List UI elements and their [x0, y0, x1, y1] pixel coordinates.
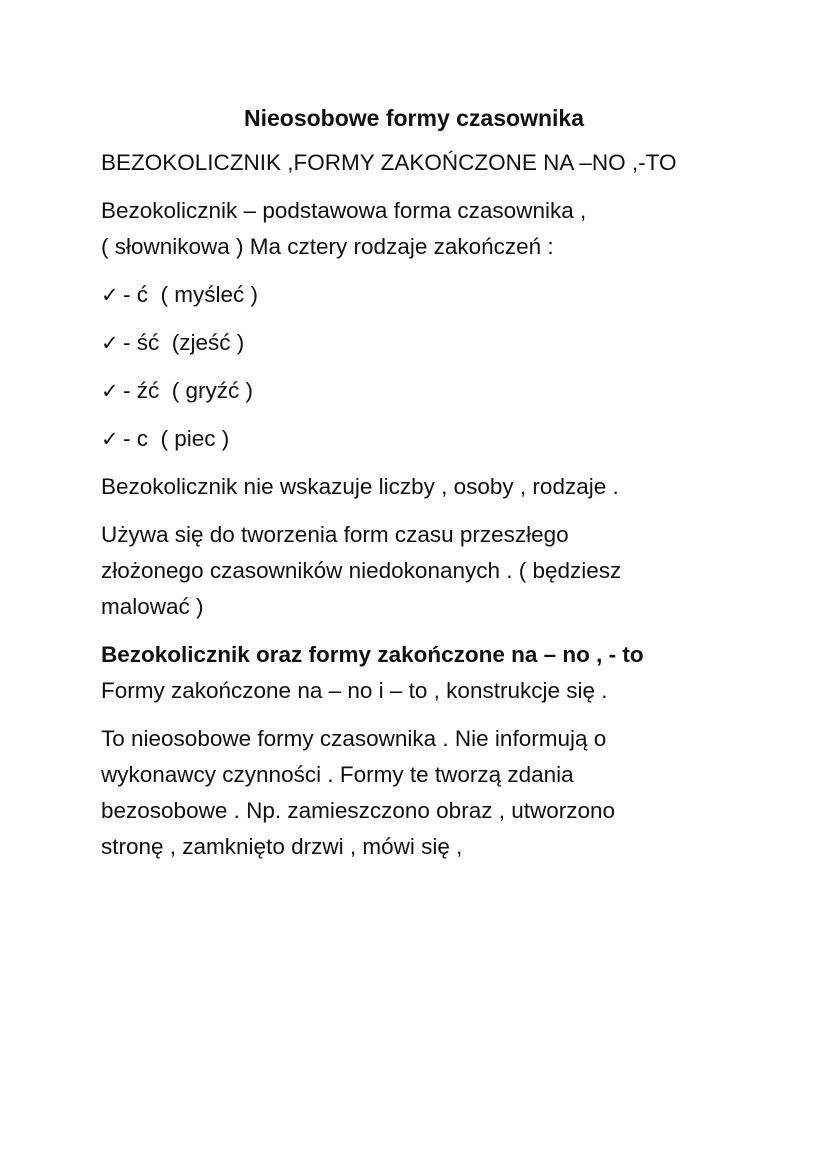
- check-mark-icon: ✓: [101, 379, 119, 403]
- intro-paragraph: [101, 193, 791, 265]
- final-line: bezosobowe . Np. zamieszczono obraz , utworzono: [101, 798, 616, 823]
- check-mark-icon: ✓: [101, 331, 119, 355]
- ending-item: [101, 325, 791, 361]
- usage-line: złożonego czasowników niedokonanych . ( będziesz: [101, 558, 622, 583]
- document-body: [101, 145, 791, 877]
- subtitle: BEZOKOLICZNIK ,FORMY ZAKOŃCZONE NA –NO ,-TO: [101, 150, 677, 175]
- final-line: wykonawcy czynności . Formy te tworzą zdania: [101, 762, 574, 787]
- ending-text: - ść (zjeść ): [123, 330, 245, 355]
- ending-item: [101, 421, 791, 457]
- final-line: stronę , zamknięto drzwi , mówi się ,: [101, 834, 463, 859]
- section-line: Formy zakończone na – no i – to , konstrukcje się .: [101, 678, 608, 703]
- usage-line: Używa się do tworzenia form czasu przeszłego: [101, 522, 569, 547]
- intro-line: ( słownikowa ) Ma cztery rodzaje zakończeń :: [101, 234, 554, 259]
- intro-line: Bezokolicznik – podstawowa forma czasownika ,: [101, 198, 587, 223]
- ending-text: - ć ( myśleć ): [123, 282, 258, 307]
- usage-line: malować ): [101, 594, 204, 619]
- final-paragraph: [101, 721, 791, 865]
- final-line: To nieosobowe formy czasownika . Nie informują o: [101, 726, 607, 751]
- section-heading: Bezokolicznik oraz formy zakończone na – no , - to: [101, 642, 644, 667]
- no-number-paragraph: Bezokolicznik nie wskazuje liczby , osoby , rodzaje .: [101, 474, 619, 499]
- ending-text: - c ( piec ): [123, 426, 230, 451]
- check-mark-icon: ✓: [101, 283, 119, 307]
- page-title: Nieosobowe formy czasownika: [244, 105, 584, 131]
- ending-text: - źć ( gryźć ): [123, 378, 253, 403]
- usage-paragraph: [101, 517, 791, 625]
- ending-item: [101, 277, 791, 313]
- ending-item: [101, 373, 791, 409]
- check-mark-icon: ✓: [101, 427, 119, 451]
